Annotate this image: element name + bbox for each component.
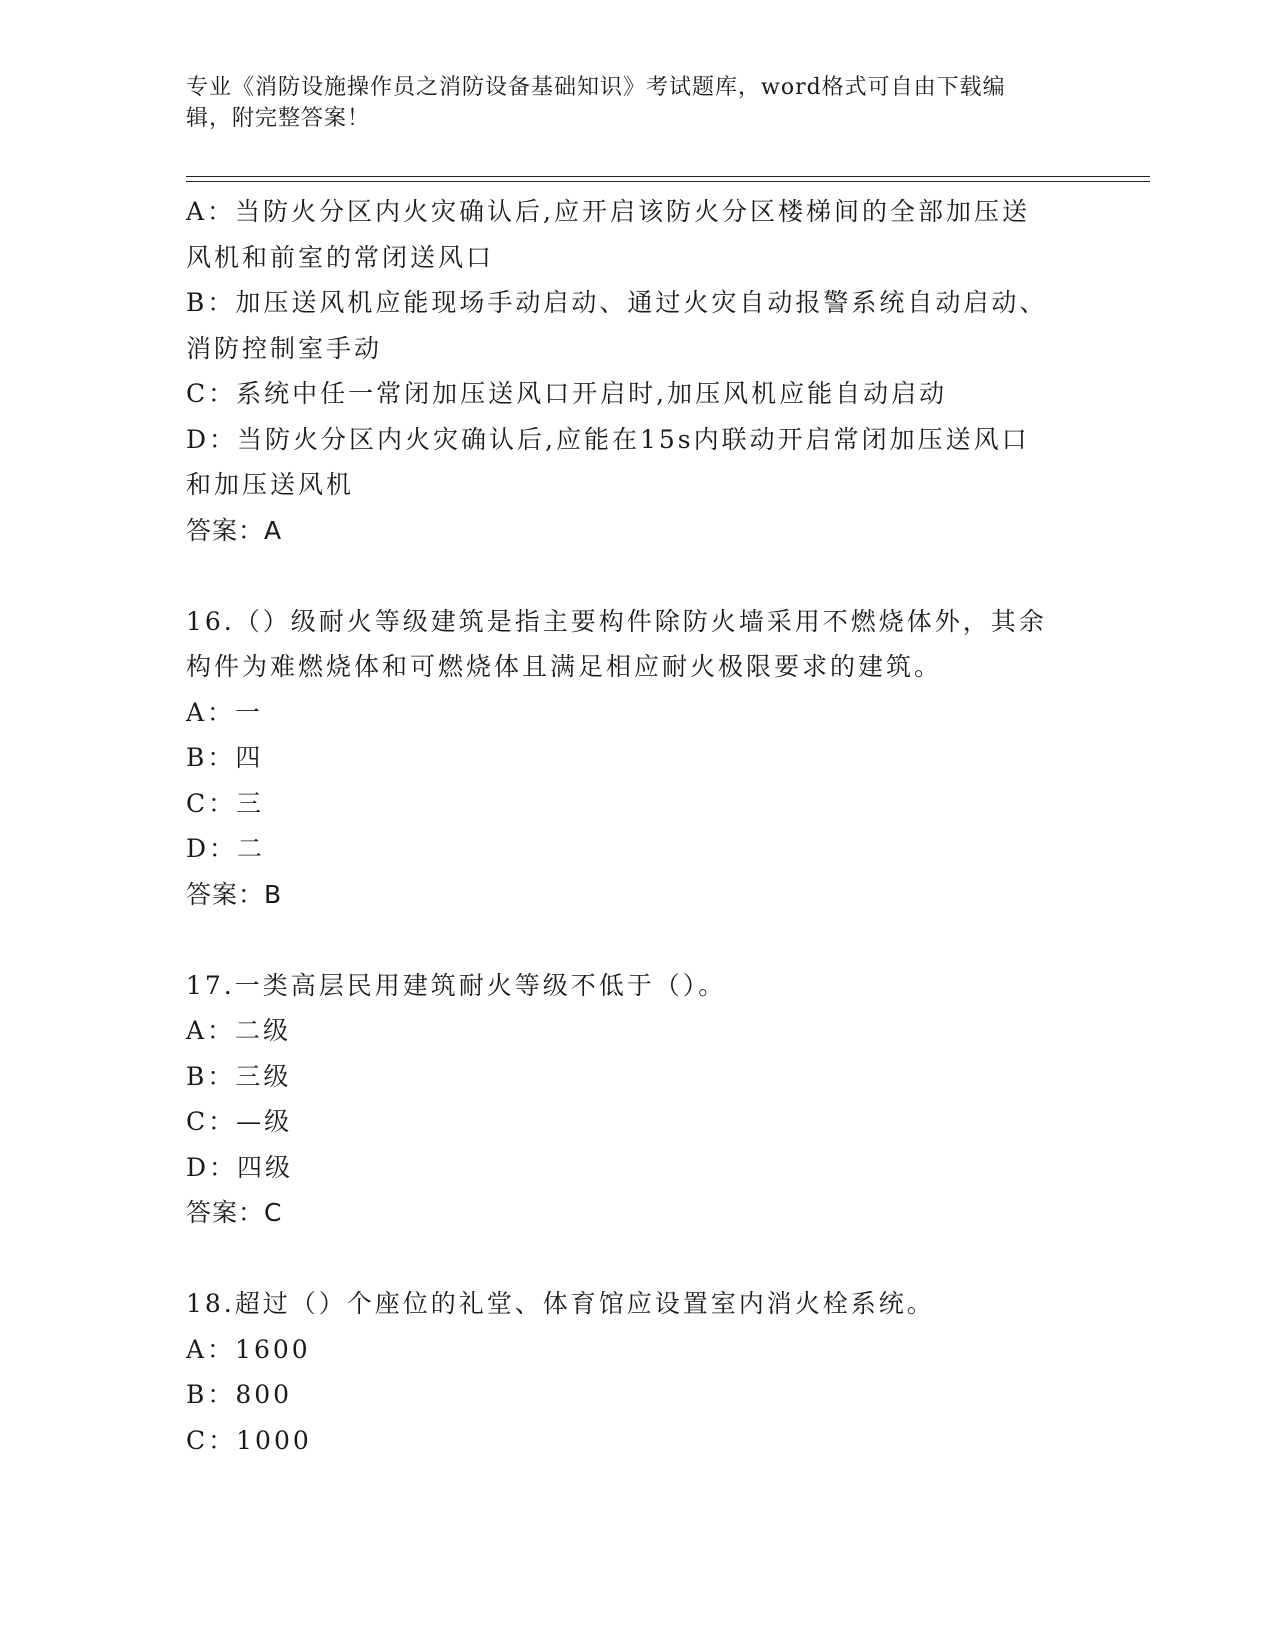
option-c: C：1000	[186, 1425, 312, 1455]
question-18	[186, 1281, 1086, 1463]
option-a: A：一	[186, 697, 264, 727]
option-a-line-2: 风机和前室的常闭送风口	[186, 242, 495, 272]
spacer	[186, 1236, 1086, 1282]
question-15	[186, 189, 1086, 553]
option-a: A：二级	[186, 1016, 292, 1045]
option-d: D：二	[186, 834, 266, 863]
option-b-line-2: 消防控制室手动	[186, 333, 383, 363]
option-b: B：四	[186, 743, 264, 772]
option-c: C：系统中任一常闭加压送风口开启时,加压风机应能自动启动	[186, 379, 948, 408]
option-c: C：—级	[186, 1107, 293, 1136]
option-d-line-1: D：当防火分区内火灾确认后,应能在15s内联动开启常闭加压送风口	[186, 424, 1030, 454]
question-stem-line-1: 16.（）级耐火等级建筑是指主要构件除防火墙采用不燃烧体外，其余	[186, 606, 1047, 636]
option-a: A：1600	[186, 1334, 311, 1364]
option-b-line-1: B：加压送风机应能现场手动启动、通过火灾自动报警系统自动启动、	[186, 288, 1048, 317]
header-line-1: 专业《消防设施操作员之消防设备基础知识》考试题库，word格式可自由下载编	[186, 75, 1006, 100]
option-d-line-2: 和加压送风机	[186, 470, 355, 499]
question-16	[186, 599, 1086, 918]
question-stem: 17.一类高层民用建筑耐火等级不低于（）。	[186, 970, 727, 1000]
option-b: B：三级	[186, 1061, 292, 1091]
answer: 答案：A	[186, 515, 283, 545]
answer: 答案：C	[186, 1198, 283, 1227]
spacer	[186, 553, 1086, 599]
header-divider-top	[186, 176, 1150, 177]
question-list	[186, 189, 1086, 1463]
question-17	[186, 963, 1086, 1236]
option-c: C：三	[186, 788, 265, 818]
question-stem-line-2: 构件为难燃烧体和可燃烧体且满足相应耐火极限要求的建筑。	[186, 652, 943, 681]
option-d: D：四级	[186, 1152, 294, 1182]
answer: 答案：B	[186, 879, 283, 909]
option-b: B：800	[186, 1380, 293, 1409]
header-line-2: 辑，附完整答案！	[186, 106, 371, 131]
header-divider-bottom	[186, 181, 1150, 182]
document-header	[186, 72, 1066, 134]
spacer	[186, 917, 1086, 963]
question-stem: 18.超过（）个座位的礼堂、体育馆应设置室内消火栓系统。	[186, 1289, 935, 1318]
option-a-line-1: A：当防火分区内火灾确认后,应开启该防火分区楼梯间的全部加压送	[186, 197, 1031, 226]
